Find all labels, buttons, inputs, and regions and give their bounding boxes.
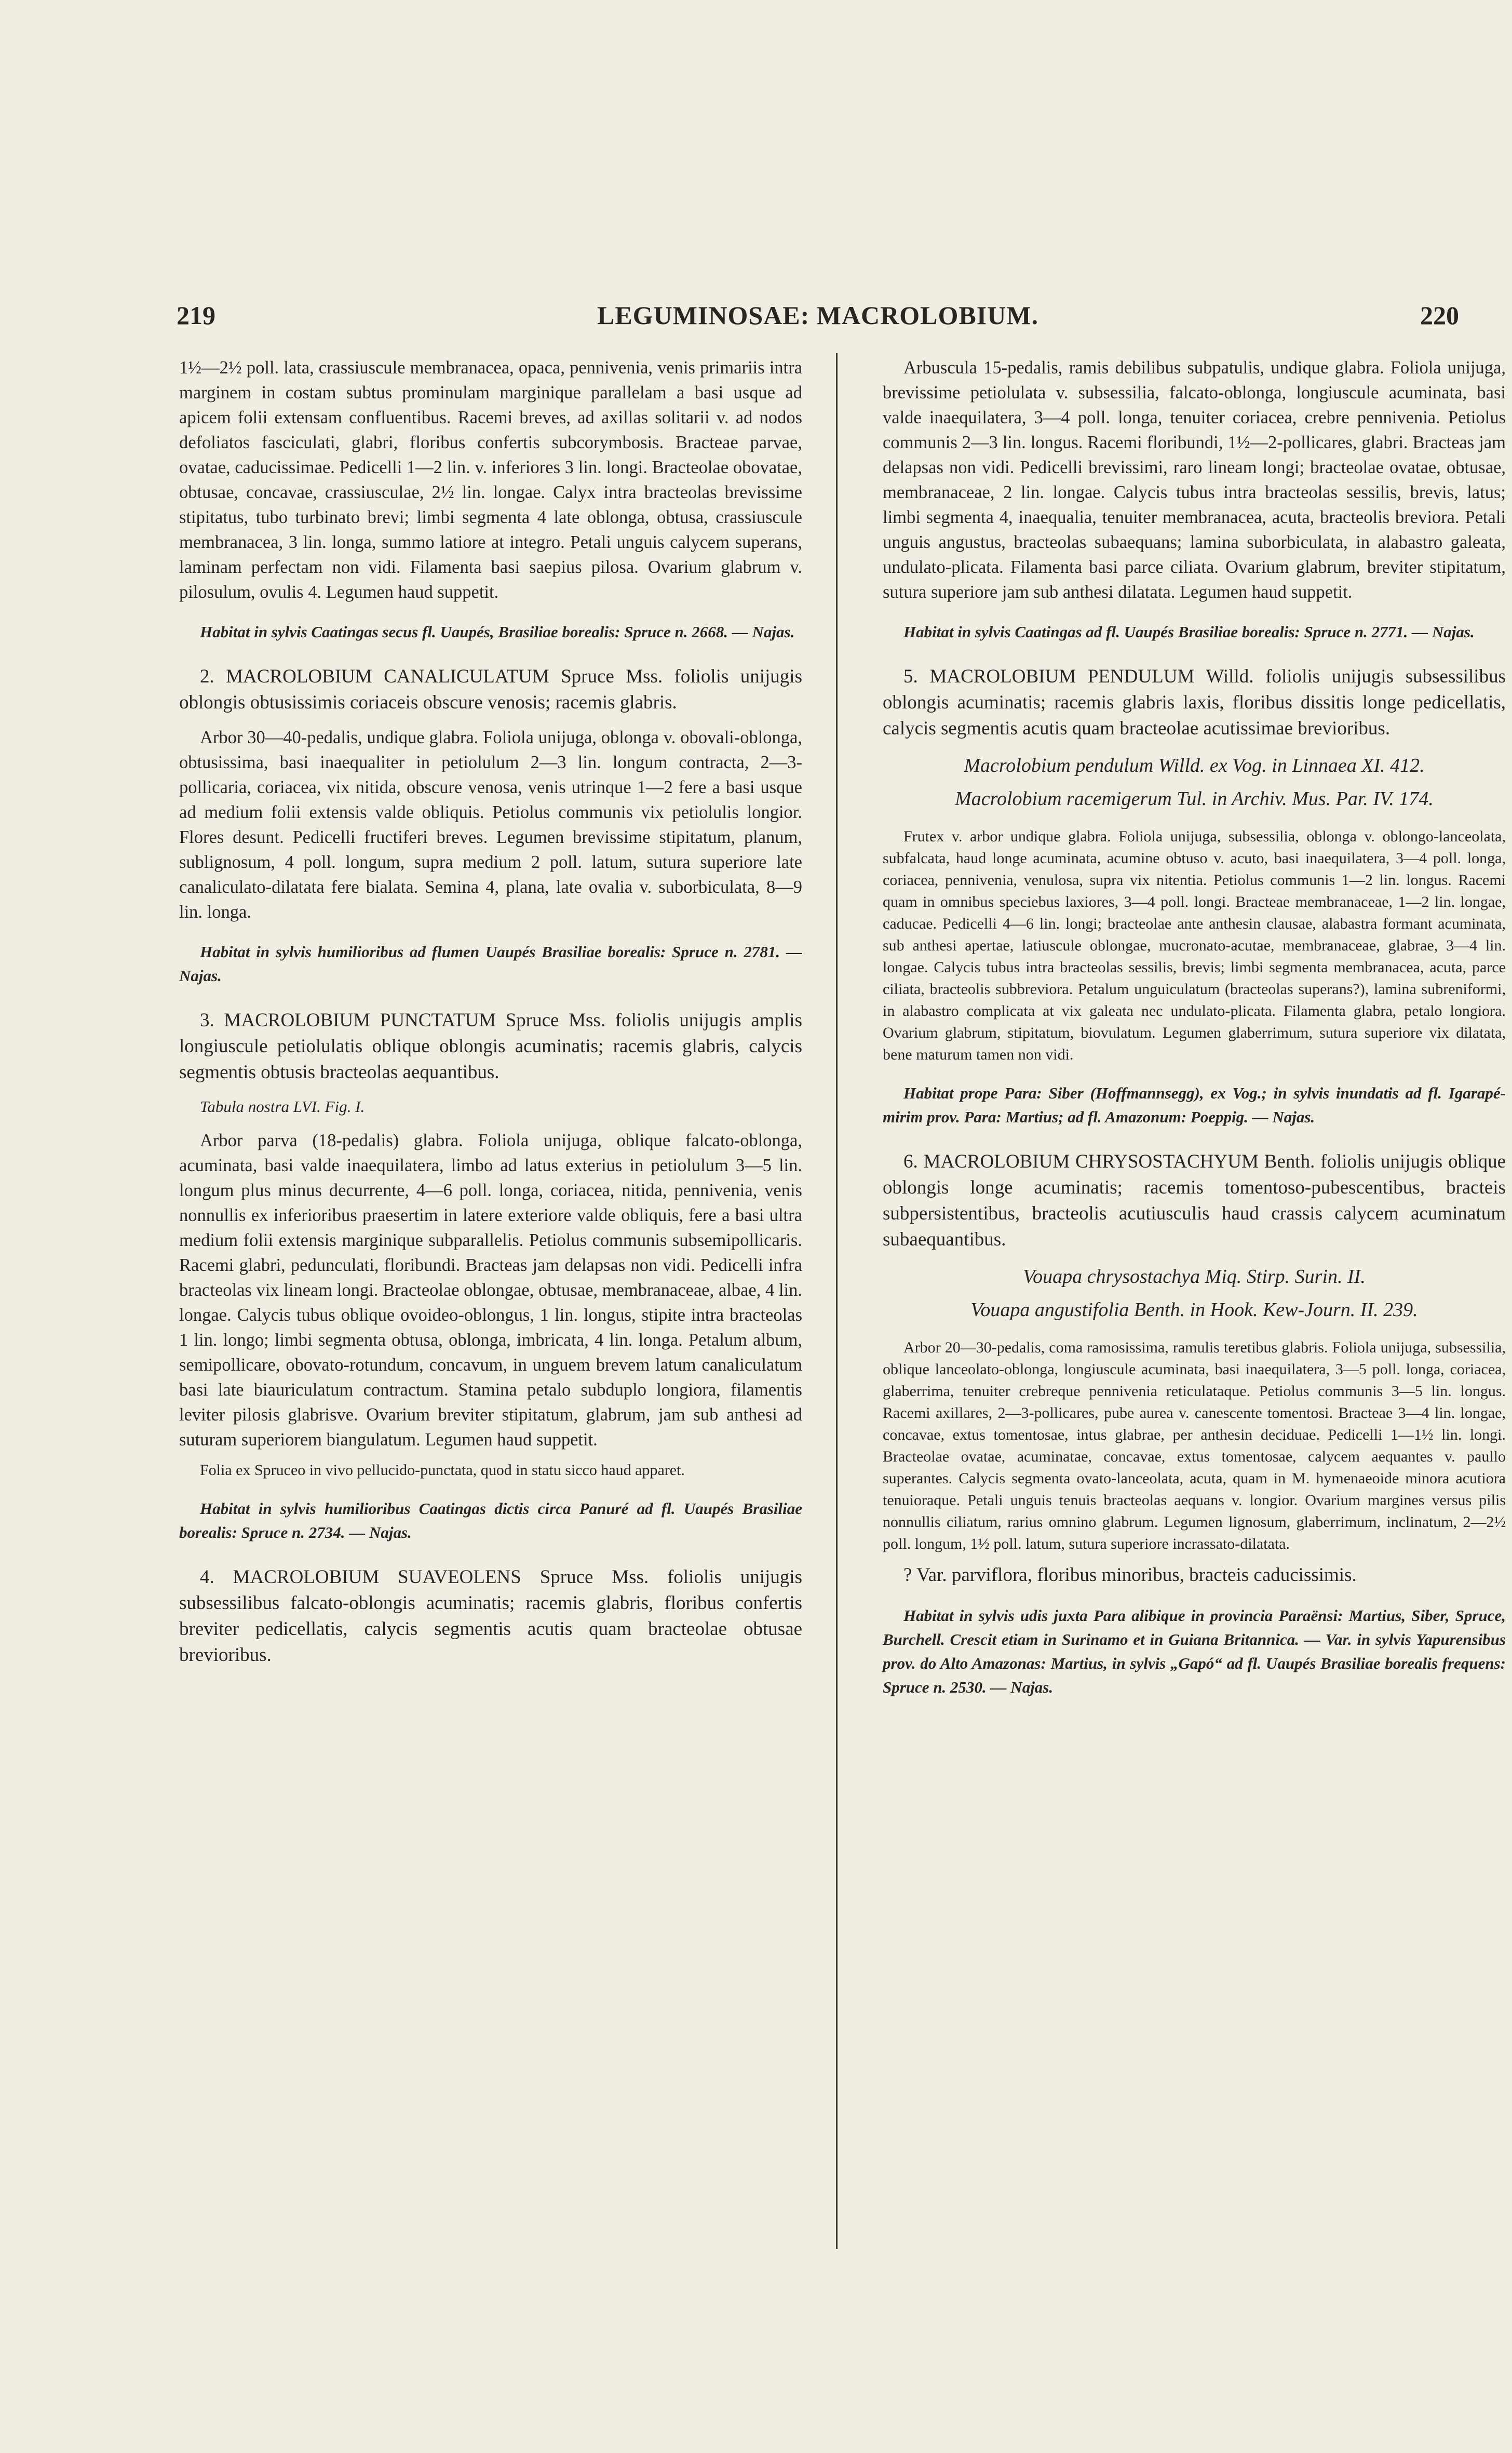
species-heading-3: 3. MACROLOBIUM PUNCTATUM Spruce Mss. foliolis unijugis amplis longiuscule petiolulatis oblique oblongis acuminatis; racemis glabris, calycis segmentis obtusis bracteolas aequantibus. — [179, 1010, 802, 1083]
running-header — [177, 300, 1459, 342]
column-divider — [836, 353, 838, 2249]
habitat-note-6: Habitat in sylvis udis juxta Para alibique in provincia Paraënsi: Martius, Siber, Spruce, Burchell. Crescit etiam in Surinamo et in Guiana Britannica. — Var. in sylvis Yapurensibus prov. do Alto Amazonas: Martius, in sylvis „Gapó“ ad fl. Uaupés Brasiliae borealis frequens: Spruce n. 2530. — Najas. — [883, 1606, 1506, 1696]
habitat-note-5: Habitat prope Para: Siber (Hoffmannsegg), ex Vog.; in sylvis inundatis ad fl. Igarapé-mirim prov. Para: Martius; ad fl. Amazonum: Poeppig. — Najas. — [883, 1084, 1506, 1126]
page-number-left: 219 — [177, 301, 215, 330]
species-description-4: Arbuscula 15-pedalis, ramis debilibus subpatulis, undique glabra. Foliola unijuga, brevissime petiolulata v. subsessilia, falcato-oblonga, longiuscule acuminata, basi valde inaequilatera, 3—4 poll. longa, tenuiter coriacea, crebre pennivenia. Petiolus communis 2—3 lin. longus. Racemi floribundi, 1½—2-pollicares, glabri. Bracteas jam delapsas non vidi. Pedicelli brevissimi, raro lineam longi; bracteolae ovatae, obtusae, membranaceae, 2 lin. longae. Calycis tubus intra bracteolas sessilis, brevis, latus; limbi segmenta 4, inaequalia, tenuiter membranacea, acuta, bracteolis breviora. Petali unguis angustus, bracteolas subaequans; lamina suborbiculata, in alabastro galeata, undulato-plicata. Filamenta basi parce ciliata. Ovarium glabrum, breviter stipitatum, sutura superiore jam sub anthesi dilatata. Legumen haud suppetit. — [883, 358, 1506, 602]
column-left — [179, 355, 802, 1678]
species-description-3: Arbor parva (18-pedalis) glabra. Foliola unijuga, oblique falcato-oblonga, acuminata, basi valde inaequilatera, limbo ad latus exterius in petiolulum 3—5 lin. longum plus minus decurrente, 4—6 poll. longa, coriacea, nitida, pennivenia, venis nonnullis ex inferioribus praesertim in latere exteriore valde obliquis, fere a basi ultra medium folii extensis marginique subparallelis. Petiolus communis subsemipollicaris. Racemi glabri, pedunculati, floribundi. Bracteas jam delapsas non vidi. Pedicelli infra bracteolas vix lineam longi. Bracteolae oblongae, obtusae, membranaceae, albae, 4 lin. longae. Calycis tubus oblique ovoideo-oblongus, 1 lin. longus, stipite intra bracteolas 1 lin. longo; limbi segmenta obtusa, oblonga, imbricata, 4 lin. longa. Petalum album, semipollicare, obovato-rotundum, concavum, in unguem brevem latum canaliculatum basi late biauriculatum contractum. Stamina petalo subduplo longiora, filamentis leviter pilosis glabrisve. Ovarium breviter stipitatum, glabrum, jam sub anthesi ad suturam superiorem biangulatum. Legumen haud suppetit. — [179, 1131, 802, 1450]
synonym-6a: Vouapa chrysostachya Miq. Stirp. Surin. II. — [1023, 1266, 1366, 1288]
species-heading-2: 2. MACROLOBIUM CANALICULATUM Spruce Mss. foliolis unijugis oblongis obtusissimis coriaceis obscure venosis; racemis glabris. — [179, 666, 802, 713]
variety-note-6: ? Var. parviflora, floribus minoribus, bracteis caducissimis. — [903, 1564, 1357, 1586]
habitat-note-2: Habitat in sylvis humilioribus ad flumen Uaupés Brasiliae borealis: Spruce n. 2781. — Najas. — [179, 943, 802, 985]
column-right — [883, 355, 1506, 1719]
species-description-2: Arbor 30—40-pedalis, undique glabra. Foliola unijuga, oblonga v. obovali-oblonga, obtusissima, basi inaequaliter in petiolulum 2—3 lin. longum contracta, 2—3-pollicaria, coriacea, vix nitida, obscure venosa, venis utrinque 1—2 fere a basi usque ad medium folii extensis valde obliquis. Petiolus communis vix petiolulis longior. Flores desunt. Pedicelli fructiferi breves. Legumen brevissime stipitatum, planum, sublignosum, 4 poll. longum, supra medium 2 poll. latum, sutura superiore late canaliculato-dilatata fere bialata. Semina 4, plana, late ovalia v. suborbiculata, 8—9 lin. longa. — [179, 728, 802, 922]
habitat-note: Habitat in sylvis Caatingas secus fl. Uaupés, Brasiliae borealis: Spruce n. 2668. — Najas. — [200, 623, 795, 641]
plate-reference: Tabula nostra LVI. Fig. I. — [200, 1097, 365, 1116]
habitat-note-3: Habitat in sylvis humilioribus Caatingas dictis circa Panuré ad fl. Uaupés Brasiliae borealis: Spruce n. 2734. — Najas. — [179, 1499, 802, 1541]
running-title: LEGUMINOSAE: MACROLOBIUM. — [597, 301, 1039, 330]
synonym-5b: Macrolobium racemigerum Tul. in Archiv. Mus. Par. IV. 174. — [955, 788, 1434, 810]
species-description-6: Arbor 20—30-pedalis, coma ramosissima, ramulis teretibus glabris. Foliola unijuga, subsessilia, oblique lanceolato-oblonga, longiuscule acuminata, basi inaequilatera, 3—5 poll. longa, coriacea, glaberrima, tenuiter crebreque pennivenia reticulataque. Petiolus communis 3—5 lin. longus. Racemi axillares, 2—3-pollicares, pube aurea v. canescente tomentosi. Bracteae 3—4 lin. longae, concavae, extus tomentosae, intus glabrae, per anthesin deciduae. Pedicelli 1—1½ lin. longi. Bracteolae ovatae, acuminatae, concavae, extus tomentosae, calycem aequantes v. paullo superantes. Calycis segmenta ovato-lanceolata, acuta, quam in M. hymenaeoide minora acutiora tenuioraque. Petali unguis tenuis bracteolas aequans v. longior. Ovarium margines versus pilis nonnullis ciliatum, rarius omnino glabrum. Legumen lignosum, glaberrimum, inclinatum, 2—2½ poll. longum, 1½ poll. latum, sutura superiore incrassato-dilatata. — [883, 1339, 1506, 1552]
species-heading-4: 4. MACROLOBIUM SUAVEOLENS Spruce Mss. foliolis unijugis subsessilibus falcato-oblongis acuminatis; racemis glabris, floribus confertis breviter pedicellatis, calycis segmentis acutis quam bracteolae obtusae brevioribus. — [179, 1566, 802, 1666]
species-description-5: Frutex v. arbor undique glabra. Foliola unijuga, subsessilia, oblonga v. oblongo-lanceolata, subfalcata, haud longe acuminata, acumine obtuso v. acuto, basi inaequilatera, 3—4 poll. longa, coriacea, pennivenia, venulosa, supra vix nitentia. Petiolus communis 1—2 lin. longus. Racemi quam in omnibus speciebus laxiores, 3—4 poll. longi. Bracteae membranaceae, 1—2 lin. longae, caducae. Pedicelli 4—6 lin. longi; bracteolae ante anthesin clausae, alabastra formant acuminata, sub anthesi apertae, latiuscule oblongae, mucronato-acutae, membranaceae, glabrae, 3—4 lin. longae. Calycis tubus intra bracteolas sessilis, brevis; limbi segmenta membranacea, acuta, parce ciliata, bracteolis subbreviora. Petalum unguiculatum (bracteolas superans?), lamina subreniformi, in alabastro complicata at vix galeata nec undulato-plicata. Filamenta glabra, petalo longiora. Ovarium glabrum, stipitatum, biovulatum. Legumen glaberrimum, sutura superiore vix dilatata, bene maturum tamen non vidi. — [883, 828, 1506, 1063]
species-heading-5: 5. MACROLOBIUM PENDULUM Willd. foliolis unijugis subsessilibus oblongis acuminatis; racemis glabris laxis, floribus dissitis longe pedicellatis, calycis segmentis acutis quam bracteolae acutissimae brevioribus. — [883, 666, 1506, 739]
synonym-5a: Macrolobium pendulum Willd. ex Vog. in Linnaea XI. 412. — [964, 755, 1425, 776]
species-note-3: Folia ex Spruceo in vivo pellucido-punctata, quod in statu sicco haud apparet. — [200, 1462, 685, 1479]
paragraph-continuation: 1½—2½ poll. lata, crassiuscule membranacea, opaca, pennivenia, venis primariis intra marginem in costam subtus prominulam marginique parallelam a basi usque ad apicem folii extensam confluentibus. Racemi breves, ad axillas solitarii v. ad nodos defoliatos fasciculati, glabri, floribus confertis subcorymbosis. Bracteae parvae, ovatae, caducissimae. Pedicelli 1—2 lin. v. inferiores 3 lin. longi. Bracteolae obovatae, obtusae, concavae, crassiusculae, 2½ lin. longae. Calyx intra bracteolas brevissime stipitatus, tubo turbinato brevi; limbi segmenta 4 late oblonga, obtusa, crassiuscule membranacea, 3 lin. longa, summo latiore at integro. Petali unguis calycem superans, laminam perfectam non vidi. Filamenta basi saepius pilosa. Ovarium glabrum v. pilosulum, ovulis 4. Legumen haud suppetit. — [179, 358, 802, 602]
page-number-right: 220 — [1420, 301, 1459, 330]
synonym-6b: Vouapa angustifolia Benth. in Hook. Kew-Journ. II. 239. — [970, 1299, 1418, 1321]
species-heading-6: 6. MACROLOBIUM CHRYSOSTACHYUM Benth. foliolis unijugis oblique oblongis longe acuminatis; racemis tomentoso-pubescentibus, bracteis subpersistentibus, bracteolis acutiusculis haud crassis calycem acuminatum subaequantibus. — [883, 1151, 1506, 1250]
habitat-note-4: Habitat in sylvis Caatingas ad fl. Uaupés Brasiliae borealis: Spruce n. 2771. — Najas. — [903, 623, 1475, 641]
